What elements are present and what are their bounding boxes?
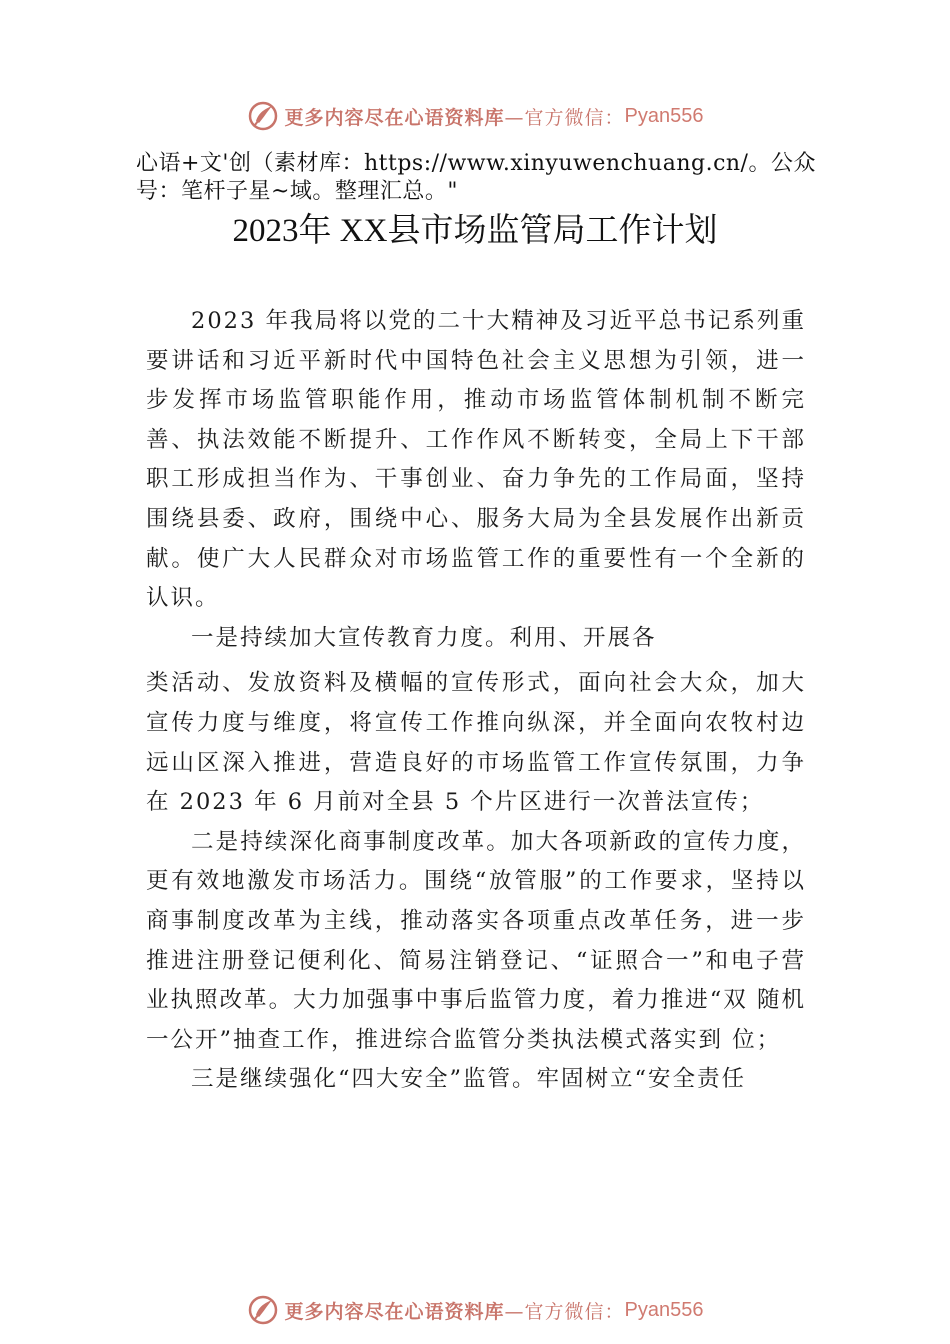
paragraph-intro: 2023 年我局将以党的二十大精神及习近平总书记系列重要讲话和习近平新时代中国特色社会主义思想为引领，进一步发挥市场监管职能作用，推动市场监管体制机制不断完善、执法效能不断提升、工作作风不断转变，全局上下干部职工形成担当作为、干事创业、奋力争先的工作局面，坚持围绕县委、政府，围绕中心、服务大局为全县发展作出新贡献。使广大人民群众对市场监管工作的重要性有一个全新的认识。: [146, 308, 806, 612]
source-note: 心语+文'创（素材库：https://www.xinyuwenchuang.cn/。公众号：笔杆子星~域。整理汇总。": [136, 151, 816, 204]
brand-logo-icon: [247, 100, 279, 132]
banner-site-name: 更多内容尽在心语资料库: [284, 1300, 505, 1323]
document-body: [146, 302, 806, 1100]
paragraph-item-1-head: 一是持续加大宣传教育力度。利用、开展各: [191, 624, 657, 651]
footer-banner: [0, 1290, 950, 1330]
banner-wechat-label: —官方微信：: [504, 106, 625, 129]
paragraph-item-1-body: 类活动、发放资料及横幅的宣传形式，面向社会大众，加大宣传力度与维度，将宣传工作推向纵深，并全面向农牧村边远山区深入推进，营造良好的市场监管工作宣传氛围，力争在 2023 年 6 月前对全县 5 个片区进行一次普法宣传；: [146, 670, 806, 816]
banner-wechat-label: —官方微信：: [504, 1300, 625, 1323]
header-banner: [0, 96, 950, 136]
paragraph-item-3: 三是继续强化“四大安全”监管。牢固树立“安全责任: [191, 1066, 747, 1093]
document-title: 2023年 XX县市场监管局工作计划: [232, 213, 718, 249]
brand-logo-icon: [247, 1294, 279, 1326]
banner-wechat-id: Pyan556: [624, 1298, 704, 1321]
banner-site-name: 更多内容尽在心语资料库: [284, 106, 505, 129]
banner-wechat-id: Pyan556: [624, 104, 704, 127]
paragraph-item-2: 二是持续深化商事制度改革。加大各项新政的宣传力度，更有效地激发市场活力。围绕“放管服”的工作要求，坚持以商事制度改革为主线，推动落实各项重点改革任务，进一步推进注册登记便利化、简易注销登记、“证照合一”和电子营业执照改革。大力加强事中事后监管力度，着力推进“双 随机一公开”抽查工作，推进综合监管分类执法模式落实到 位；: [146, 828, 806, 1053]
